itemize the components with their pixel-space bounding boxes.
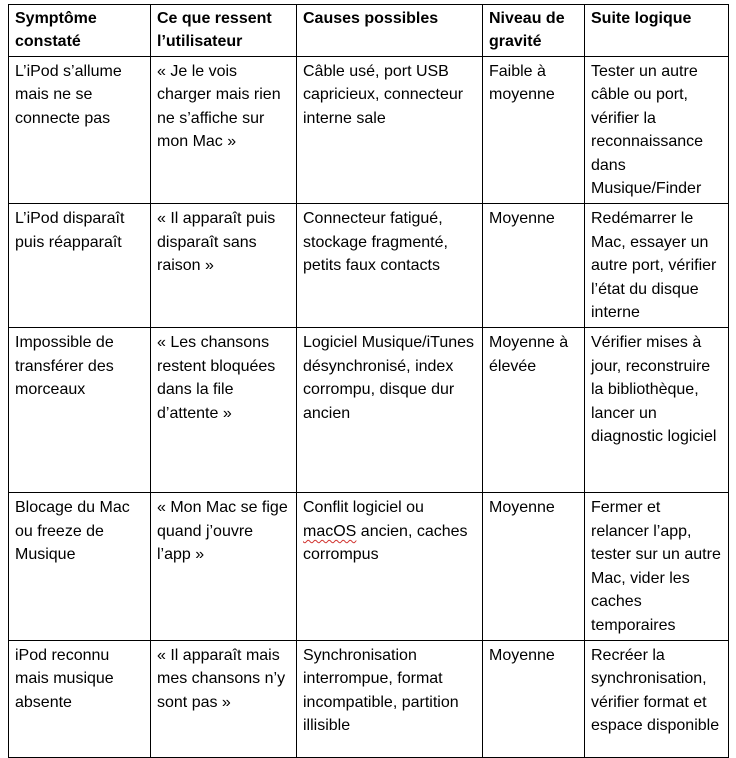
cell-gravite: Moyenne	[483, 204, 585, 328]
cell-causes: Logiciel Musique/iTunes désynchronisé, index corrompu, disque dur ancien	[297, 328, 483, 493]
cell-causes	[297, 493, 483, 640]
table-row	[9, 204, 729, 328]
cell-gravite: Moyenne	[483, 493, 585, 640]
cell-causes: Câble usé, port USB capricieux, connecteur interne sale	[297, 57, 483, 204]
cell-suite: Vérifier mises à jour, reconstruire la bibliothèque, lancer un diagnostic logiciel	[585, 328, 729, 493]
table-header-row	[9, 5, 729, 57]
header-ressenti: Ce que ressent l’utilisateur	[151, 5, 297, 57]
cell-symptome: Impossible de transférer des morceaux	[9, 328, 151, 493]
cell-ressenti: « Je le vois charger mais rien ne s’affiche sur mon Mac »	[151, 57, 297, 204]
cell-gravite: Moyenne	[483, 640, 585, 757]
cell-suite: Tester un autre câble ou port, vérifier la reconnaissance dans Musique/Finder	[585, 57, 729, 204]
cell-gravite: Faible à moyenne	[483, 57, 585, 204]
cell-causes: Synchronisation interrompue, format incompatible, partition illisible	[297, 640, 483, 757]
table-row	[9, 640, 729, 757]
cell-symptome: Blocage du Mac ou freeze de Musique	[9, 493, 151, 640]
header-causes: Causes possibles	[297, 5, 483, 57]
cell-suite: Redémarrer le Mac, essayer un autre port, vérifier l’état du disque interne	[585, 204, 729, 328]
cell-symptome: L’iPod s’allume mais ne se connecte pas	[9, 57, 151, 204]
troubleshooting-table	[8, 4, 729, 758]
cell-ressenti: « Les chansons restent bloquées dans la file d’attente »	[151, 328, 297, 493]
cell-ressenti: « Il apparaît mais mes chansons n’y sont pas »	[151, 640, 297, 757]
cell-suite: Fermer et relancer l’app, tester sur un autre Mac, vider les caches temporaires	[585, 493, 729, 640]
cell-gravite: Moyenne à élevée	[483, 328, 585, 493]
cell-causes: Connecteur fatigué, stockage fragmenté, petits faux contacts	[297, 204, 483, 328]
header-gravite: Niveau de gravité	[483, 5, 585, 57]
causes-text-end: ancien, caches corrompus	[303, 522, 468, 564]
cell-symptome: iPod reconnu mais musique absente	[9, 640, 151, 757]
cell-suite: Recréer la synchronisation, vérifier format et espace disponible	[585, 640, 729, 757]
table-row	[9, 57, 729, 204]
header-suite: Suite logique	[585, 5, 729, 57]
table-row	[9, 493, 729, 640]
cell-symptome: L’iPod disparaît puis réapparaît	[9, 204, 151, 328]
header-symptome: Symptôme constaté	[9, 5, 151, 57]
page-edge-mark	[8, 731, 9, 742]
table-row	[9, 328, 729, 493]
cell-ressenti: « Mon Mac se fige quand j’ouvre l’app »	[151, 493, 297, 640]
spellcheck-flagged-word: macOS	[303, 522, 357, 540]
causes-text-start: Conflit logiciel ou	[303, 499, 424, 517]
cell-ressenti: « Il apparaît puis disparaît sans raison »	[151, 204, 297, 328]
